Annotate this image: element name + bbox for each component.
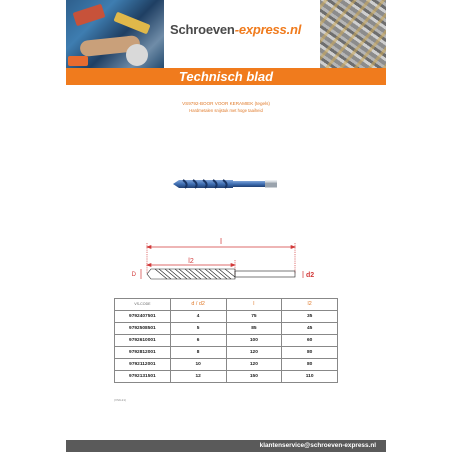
cell-flute-length: 45 — [282, 323, 338, 335]
cell-length: 120 — [226, 359, 282, 371]
length-label: l — [220, 237, 222, 246]
header — [66, 0, 386, 68]
diameter-label: D — [131, 272, 136, 278]
product-title: VS9792-BOOR VOOR KERAMIEK (tegels) — [182, 101, 270, 106]
table-row — [115, 311, 338, 323]
banner-title: Technisch blad — [178, 69, 274, 84]
header-code: VS-CODE — [115, 299, 171, 311]
logo[interactable] — [170, 22, 301, 37]
footnote: (VS9-21) — [114, 398, 127, 402]
header-diameter: d / d2 — [170, 299, 226, 311]
screws-photo — [320, 0, 386, 68]
cell-diameter: 8 — [170, 347, 226, 359]
cell-length: 75 — [226, 311, 282, 323]
cell-code: 9792610001 — [115, 335, 171, 347]
cell-flute-length: 80 — [282, 359, 338, 371]
cell-flute-length: 60 — [282, 335, 338, 347]
cell-diameter: 6 — [170, 335, 226, 347]
cell-diameter: 5 — [170, 323, 226, 335]
cell-diameter: 12 — [170, 371, 226, 383]
title-banner — [66, 68, 386, 85]
cell-length: 85 — [226, 323, 282, 335]
cell-diameter: 10 — [170, 359, 226, 371]
cell-diameter: 4 — [170, 311, 226, 323]
product-subtitle: Hardmetalen snijstuk met hoge taaiheid — [189, 108, 263, 113]
cell-code: 9792407501 — [115, 311, 171, 323]
cell-length: 120 — [226, 347, 282, 359]
logo-main-text: Schroeven — [170, 22, 235, 37]
cell-flute-length: 80 — [282, 347, 338, 359]
table-row — [115, 359, 338, 371]
logo-accent-text: -express.nl — [234, 22, 302, 37]
table-row — [115, 371, 338, 383]
drill-dimension-diagram — [131, 237, 315, 282]
cell-code: 9792812001 — [115, 347, 171, 359]
logo-area — [164, 0, 320, 68]
table-header-row — [115, 299, 338, 311]
cell-length: 100 — [226, 335, 282, 347]
table-row — [115, 323, 338, 335]
header-length: l — [226, 299, 282, 311]
workshop-photo — [66, 0, 164, 68]
table-row — [115, 335, 338, 347]
technical-sheet — [66, 0, 386, 452]
footer-email-link[interactable]: klantenservice@schroeven-express.nl — [259, 442, 376, 449]
cell-flute-length: 35 — [282, 311, 338, 323]
cell-code: 9792508501 — [115, 323, 171, 335]
table-row — [115, 347, 338, 359]
dimensions-table — [114, 298, 338, 383]
flute-length-label: l2 — [188, 258, 194, 265]
drill-bit-photo — [171, 172, 279, 196]
cell-length: 150 — [226, 371, 282, 383]
header-flute-length: l2 — [282, 299, 338, 311]
shank-diameter-label: d2 — [306, 272, 315, 279]
cell-flute-length: 110 — [282, 371, 338, 383]
cell-code: 9792131501 — [115, 371, 171, 383]
cell-code: 9792112001 — [115, 359, 171, 371]
footer-bar — [66, 440, 386, 452]
